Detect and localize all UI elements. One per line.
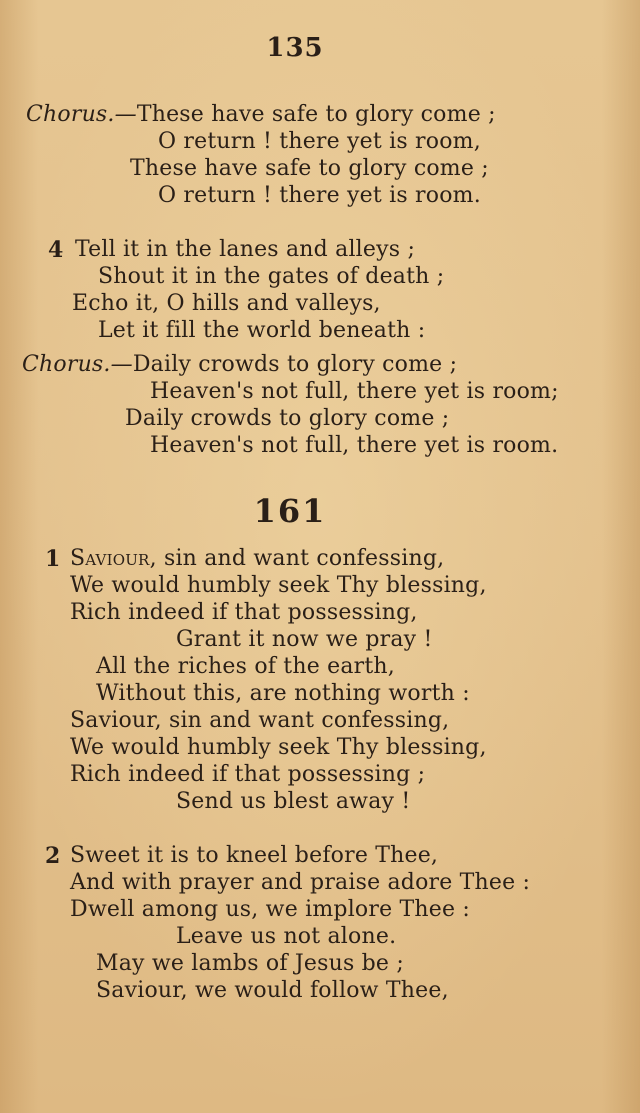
verse-line: Dwell among us, we implore Thee : xyxy=(70,897,470,922)
verse-line: All the riches of the earth, xyxy=(96,654,395,679)
first-word: Saviour xyxy=(70,546,150,571)
verse-line: Let it fill the world beneath : xyxy=(98,318,426,343)
page-number: 135 xyxy=(266,33,324,63)
verse-line: Saviour, sin and want confessing, xyxy=(70,708,450,733)
verse-line: We would humbly seek Thy blessing, xyxy=(70,735,487,760)
verse-line: Grant it now we pray ! xyxy=(176,627,433,652)
verse-line: Echo it, O hills and valleys, xyxy=(72,291,381,316)
verse-line: And with prayer and praise adore Thee : xyxy=(70,870,531,895)
chorus-label: Chorus.— xyxy=(22,352,133,377)
first-line-rest: , sin and want confessing, xyxy=(149,546,445,571)
verse-line: Rich indeed if that possessing ; xyxy=(70,762,426,787)
verse-line: Rich indeed if that possessing, xyxy=(70,600,418,625)
verse-line: We would humbly seek Thy blessing, xyxy=(70,573,487,598)
chorus-line: Heaven's not full, there yet is room. xyxy=(150,433,559,458)
verse-number: 2 xyxy=(45,843,61,869)
chorus-line: These have safe to glory come ; xyxy=(130,156,489,181)
chorus-line xyxy=(22,352,457,378)
verse-line: May we lambs of Jesus be ; xyxy=(96,951,404,976)
verse-number: 1 xyxy=(45,546,61,572)
chorus-text: Daily crowds to glory come ; xyxy=(132,352,458,377)
chorus-line: Daily crowds to glory come ; xyxy=(125,406,450,431)
hymn-number: 161 xyxy=(253,492,327,530)
verse-line: Sweet it is to kneel before Thee, xyxy=(70,843,439,868)
chorus-line: O return ! there yet is room, xyxy=(158,129,481,154)
verse-line: Leave us not alone. xyxy=(176,924,397,949)
verse-line: Send us blest away ! xyxy=(176,789,411,814)
chorus-line xyxy=(26,102,496,128)
chorus-line: O return ! there yet is room. xyxy=(158,183,481,208)
verse-line: Without this, are nothing worth : xyxy=(96,681,470,706)
chorus-text: These have safe to glory come ; xyxy=(136,102,496,127)
chorus-label: Chorus.— xyxy=(26,102,137,127)
verse-line: Tell it in the lanes and alleys ; xyxy=(75,237,416,262)
verse-line: Saviour, we would follow Thee, xyxy=(96,978,449,1003)
verse-line: Shout it in the gates of death ; xyxy=(98,264,445,289)
verse-line xyxy=(70,546,444,572)
verse-number: 4 xyxy=(48,237,64,263)
chorus-line: Heaven's not full, there yet is room; xyxy=(150,379,559,404)
